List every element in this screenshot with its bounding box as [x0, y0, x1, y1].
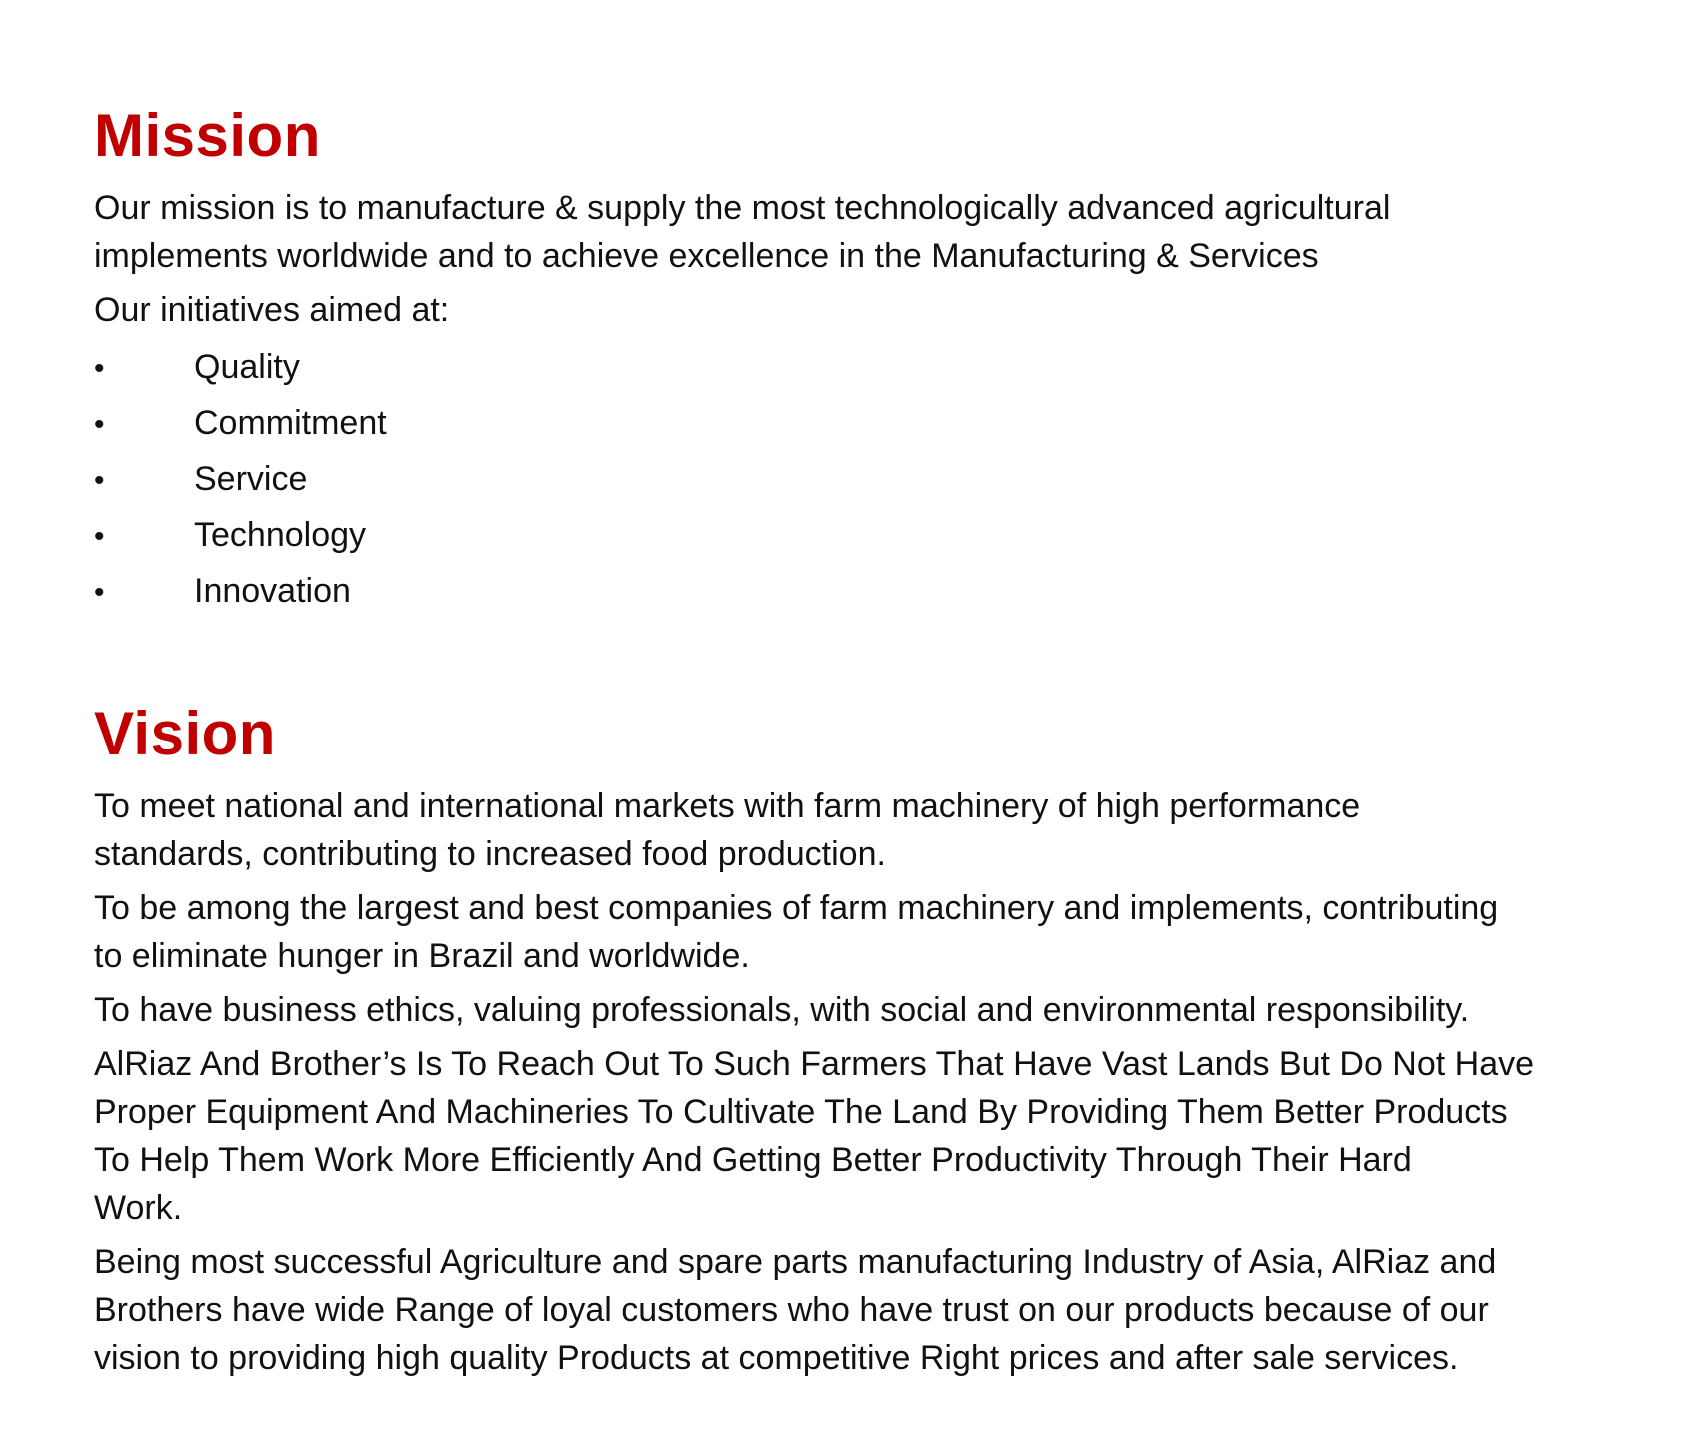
initiative-quality: Quality: [194, 348, 300, 386]
vision-p5-line-1: Being most successful Agriculture and spare parts manufacturing Industry of Asia, AlRiaz and: [94, 1243, 1497, 1281]
document-page: [94, 100, 1654, 1388]
mission-section: [94, 100, 1654, 620]
initiatives-list: [94, 340, 1654, 620]
mission-paragraph: [94, 184, 1654, 280]
vision-paragraph-4: [94, 1040, 1654, 1232]
initiative-technology: Technology: [194, 516, 367, 554]
vision-p4-line-4: Work.: [94, 1189, 183, 1227]
vision-p4-line-1: AlRiaz And Brother’s Is To Reach Out To Such Farmers That Have Vast Lands But Do Not Have: [94, 1045, 1535, 1083]
initiative-commitment: Commitment: [194, 404, 387, 442]
initiative-service: Service: [194, 460, 308, 498]
bullet-icon: •: [94, 576, 105, 609]
mission-line-2: implements worldwide and to achieve excellence in the Manufacturing & Services: [94, 237, 1319, 275]
vision-p4-line-3: To Help Them Work More Efficiently And Getting Better Productivity Through Their Hard: [94, 1141, 1412, 1179]
bullet-icon: •: [94, 352, 105, 385]
vision-paragraph-5: [94, 1238, 1654, 1382]
list-item: [94, 340, 1654, 396]
vision-paragraph-2: [94, 884, 1654, 980]
vision-p3-line-1: To have business ethics, valuing professionals, with social and environmental responsibility.: [94, 991, 1470, 1029]
vision-p4-line-2: Proper Equipment And Machineries To Cultivate The Land By Providing Them Better Products: [94, 1093, 1508, 1131]
mission-line-1: Our mission is to manufacture & supply the most technologically advanced agricultural: [94, 189, 1391, 227]
vision-p5-line-3: vision to providing high quality Products at competitive Right prices and after sale services.: [94, 1339, 1459, 1377]
list-item: [94, 508, 1654, 564]
vision-p5-line-2: Brothers have wide Range of loyal customers who have trust on our products because of our: [94, 1291, 1489, 1329]
list-item: [94, 452, 1654, 508]
bullet-icon: •: [94, 408, 105, 441]
mission-title: Mission: [94, 102, 321, 169]
vision-p2-line-1: To be among the largest and best companies of farm machinery and implements, contributing: [94, 889, 1499, 927]
bullet-icon: •: [94, 520, 105, 553]
vision-title: Vision: [94, 700, 276, 767]
initiative-innovation: Innovation: [194, 572, 351, 610]
vision-p2-line-2: to eliminate hunger in Brazil and worldwide.: [94, 937, 750, 975]
initiatives-intro: Our initiatives aimed at:: [94, 291, 450, 329]
vision-section: [94, 698, 1654, 1382]
vision-paragraph-3: [94, 986, 1654, 1034]
vision-p1-line-2: standards, contributing to increased food production.: [94, 835, 886, 873]
vision-p1-line-1: To meet national and international markets with farm machinery of high performance: [94, 787, 1361, 825]
list-item: [94, 396, 1654, 452]
bullet-icon: •: [94, 464, 105, 497]
vision-paragraph-1: [94, 782, 1654, 878]
list-item: [94, 564, 1654, 620]
